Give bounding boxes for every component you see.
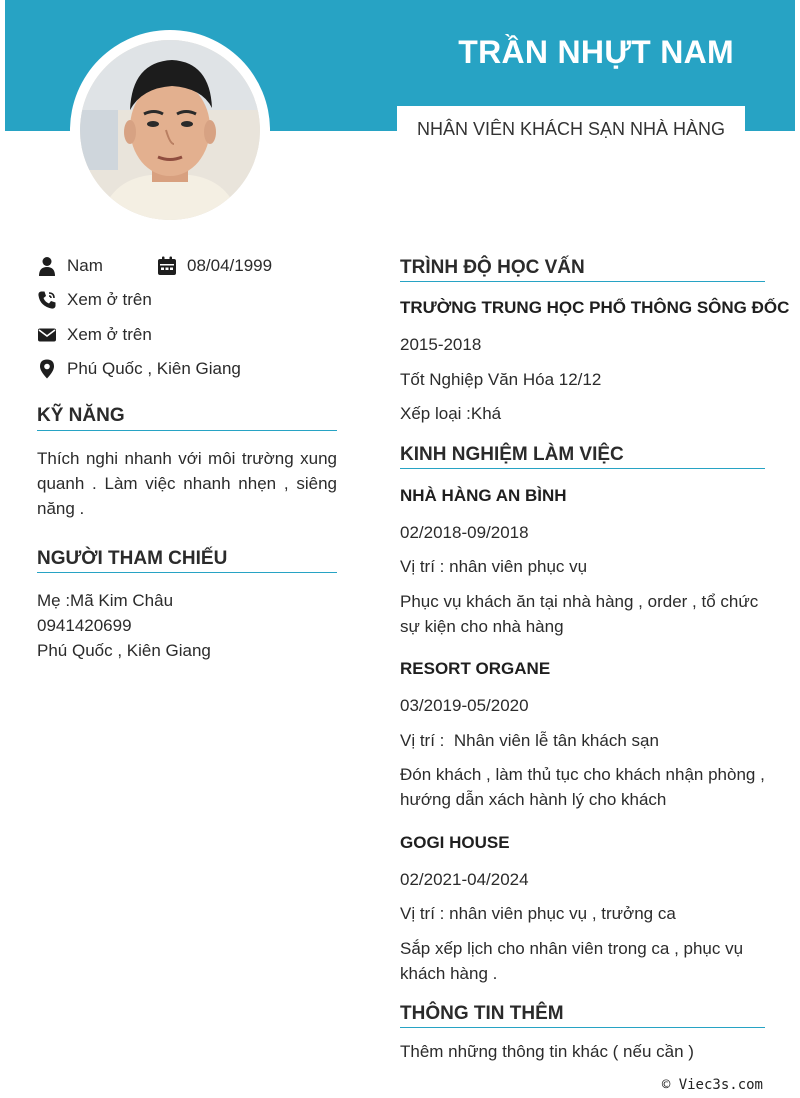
references-divider [37, 572, 337, 573]
experience-title: KINH NGHIỆM LÀM VIỆC [400, 444, 624, 465]
skills-text: Thích nghi nhanh với môi trường xung quanh . Làm việc nhanh nhẹn , siêng năng . [37, 449, 337, 518]
avatar [80, 40, 260, 220]
job-description: Đón khách , làm thủ tục cho khách nhận phòng , hướng dẫn xách hành lý cho khách [400, 765, 765, 809]
birthday-row [157, 256, 272, 276]
job-title: NHÂN VIÊN KHÁCH SẠN NHÀ HÀNG [397, 106, 745, 152]
address-value: Phú Quốc , Kiên Giang [67, 359, 241, 378]
experience-divider [400, 468, 765, 469]
additional-text: Thêm những thông tin khác ( nếu cần ) [400, 1042, 694, 1061]
profile-photo [70, 30, 270, 230]
references-title: NGƯỜI THAM CHIẾU [37, 548, 228, 569]
job-position: Vị trí : Nhân viên lễ tân khách sạn [400, 731, 659, 750]
phone-row [37, 290, 152, 310]
footer-watermark: © Viec3s.com [661, 1077, 763, 1093]
job-position: Vị trí : nhân viên phục vụ [400, 557, 588, 576]
education-degree: Tốt Nghiệp Văn Hóa 12/12 [400, 370, 602, 389]
birthday-value: 08/04/1999 [187, 256, 273, 275]
gender-value: Nam [67, 256, 103, 275]
skills-divider [37, 430, 337, 431]
job-period: 03/2019-05/2020 [400, 696, 529, 715]
gender-row [37, 256, 103, 276]
additional-title: THÔNG TIN THÊM [400, 1003, 564, 1024]
education-title: TRÌNH ĐỘ HỌC VẤN [400, 257, 585, 278]
school-name: TRƯỜNG TRUNG HỌC PHỔ THÔNG SÔNG ĐỐC [400, 298, 790, 317]
job-description: Sắp xếp lịch cho nhân viên trong ca , phục vụ khách hàng . [400, 939, 744, 983]
reference-name: Mẹ :Mã Kim Châu [37, 591, 174, 610]
reference-phone: 0941420699 [37, 616, 132, 635]
email-icon [37, 325, 57, 345]
job-position: Vị trí : nhân viên phục vụ , trưởng ca [400, 904, 676, 923]
job-period: 02/2018-09/2018 [400, 523, 529, 542]
calendar-icon [157, 256, 177, 276]
job-period: 02/2021-04/2024 [400, 870, 529, 889]
job-description: Phục vụ khách ăn tại nhà hàng , order , tổ chức sự kiện cho nhà hàng [400, 592, 759, 636]
education-divider [400, 281, 765, 282]
job-company: GOGI HOUSE [400, 833, 510, 852]
email-row [37, 325, 152, 345]
phone-value: Xem ở trên [67, 290, 152, 309]
additional-divider [400, 1027, 765, 1028]
job-company: NHÀ HÀNG AN BÌNH [400, 486, 567, 505]
reference-address: Phú Quốc , Kiên Giang [37, 641, 211, 660]
job-company: RESORT ORGANE [400, 659, 551, 678]
education-period: 2015-2018 [400, 335, 482, 354]
phone-icon [37, 290, 57, 310]
person-icon [37, 256, 57, 276]
candidate-name: TRẦN NHỰT NAM [458, 34, 734, 70]
skills-title: KỸ NĂNG [37, 405, 125, 426]
education-grade: Xếp loại :Khá [400, 404, 502, 423]
address-row [37, 359, 241, 379]
email-value: Xem ở trên [67, 325, 152, 344]
location-pin-icon [37, 359, 57, 379]
